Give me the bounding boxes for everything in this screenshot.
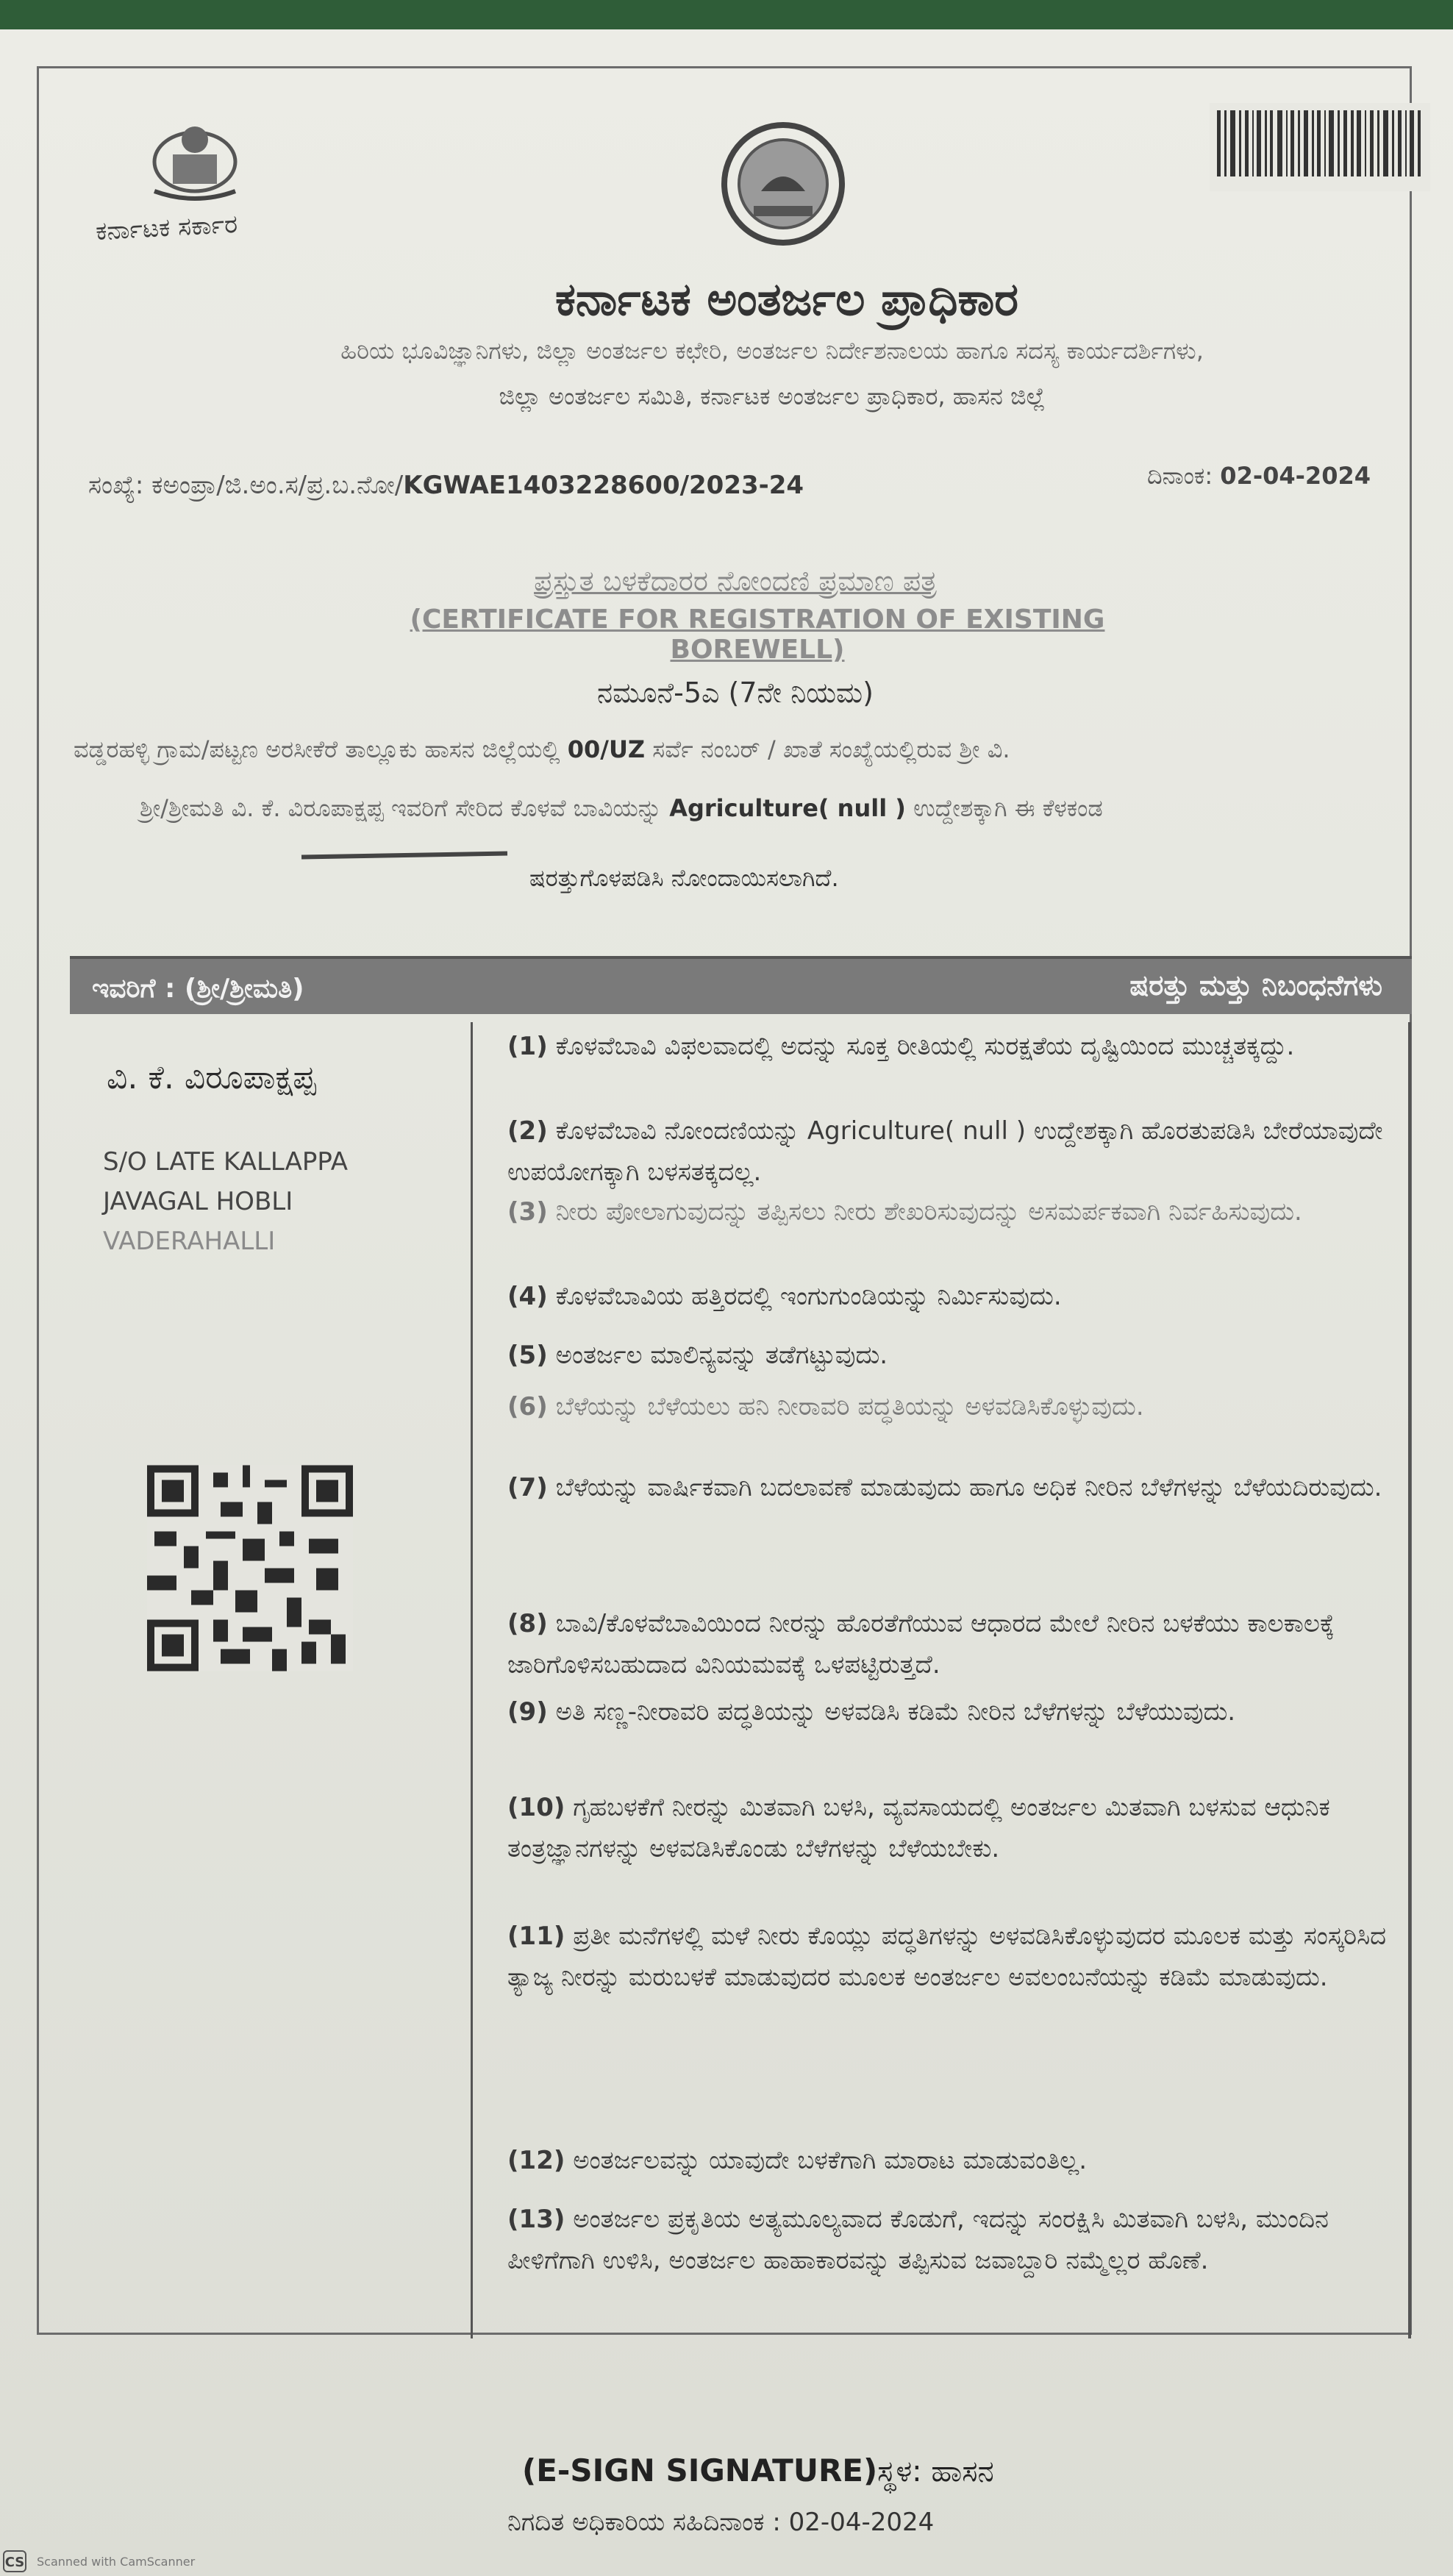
certificate-title-kannada: ಪ್ರಸ್ತುತ ಬಳಕೆದಾರರ ನೋಂದಣಿ ಪ್ರಮಾಣ ಪತ್ರ (534, 565, 937, 597)
intro-line-1-part-c: ಸರ್ವೆ ನಂಬರ್ / ಖಾತೆ ಸಂಖ್ಯೆಯಲ್ಲಿರುವ ಶ್ರೀ ವಿ. (652, 735, 1010, 763)
condition-number: (13) (507, 2205, 565, 2234)
condition-item (507, 1916, 1390, 1998)
certificate-title-english: (CERTIFICATE FOR REGISTRATION OF EXISTING BOREWELL) (410, 604, 1105, 665)
intro-line-3: ಷರತ್ತುಗೊಳಪಡಿಸಿ ನೋಂದಾಯಿಸಲಾಗಿದೆ. (529, 864, 839, 892)
condition-number: (3) (507, 1197, 548, 1227)
condition-number: (12) (507, 2146, 565, 2175)
address-line-1: S/O LATE KALLAPPA (103, 1147, 348, 1177)
authority-title: ಕರ್ನಾಟಕ ಅಂತರ್ಜಲ ಪ್ರಾಧಿಕಾರ (554, 272, 1019, 326)
recipient-header: ಇವರಿಗೆ : (ಶ್ರೀ/ಶ್ರೀಮತಿ) (92, 974, 304, 1004)
issue-date (1147, 462, 1371, 490)
place-label: ಸ್ಥಳ: ಹಾಸನ (877, 2455, 994, 2488)
state-emblem-icon (132, 110, 257, 213)
recipient-name: ವಿ. ಕೆ. ವಿರೂಪಾಕ್ಷಪ್ಪ (107, 1059, 316, 1096)
condition-text: ಕೊಳವೆಬಾವಿ ವಿಫಲವಾದಲ್ಲಿ ಅದನ್ನು ಸೂಕ್ತ ರೀತಿಯಲ್ಲಿ ಸುರಕ್ಷತೆಯ ದೃಷ್ಟಿಯಿಂದ ಮುಚ್ಚತಕ್ಕದ್ದು. (555, 1032, 1295, 1061)
condition-text: ನೀರು ಪೋಲಾಗುವುದನ್ನು ತಪ್ಪಿಸಲು ನೀರು ಶೇಖರಿಸುವುದನ್ನು ಅಸಮರ್ಪಕವಾಗಿ ನಿರ್ವಹಿಸುವುದು. (555, 1197, 1302, 1227)
condition-number: (9) (507, 1697, 548, 1727)
condition-item (507, 1110, 1390, 1193)
authority-logo-icon (717, 118, 849, 250)
condition-number: (1) (507, 1032, 548, 1061)
intro-line-2-part-c: ಉದ್ದೇಶಕ್ಕಾಗಿ ಈ ಕೆಳಕಂಡ (913, 794, 1103, 822)
issue-date-label: ದಿನಾಂಕ: (1147, 462, 1213, 490)
address-line-2: JAVAGAL HOBLI (103, 1187, 293, 1216)
condition-text: ಬೆಳೆಯನ್ನು ಬೆಳೆಯಲು ಹನಿ ನೀರಾವರಿ ಪದ್ಧತಿಯನ್ನು ಅಳವಡಿಸಿಕೊಳ್ಳುವುದು. (555, 1392, 1144, 1421)
condition-item (507, 1787, 1390, 1869)
esign-label: (E-SIGN SIGNATURE) (522, 2452, 878, 2488)
signature-date-label: ನಿಗದಿತ ಅಧಿಕಾರಿಯ ಸಹಿದಿನಾಂಕ : (507, 2508, 781, 2537)
condition-text: ಪ್ರತೀ ಮನೆಗಳಲ್ಲಿ ಮಳೆ ನೀರು ಕೊಯ್ಲು ಪದ್ಧತಿಗಳನ್ನು ಅಳವಡಿಸಿಕೊಳ್ಳುವುದರ ಮೂಲಕ ಮತ್ತು ಸಂಸ್ಕರಿಸಿದ ತ್ಯಾಜ್ಯ ನೀರನ್ನು ಮರುಬಳಕೆ ಮಾಡುವುದರ ಮೂಲಕ ಅಂತರ್ಜಲ ಅವಲಂಬನೆಯನ್ನು ಕಡಿಮೆ ಮಾಡುವುದು. (507, 1922, 1387, 1992)
office-subtitle-line2: ಜಿಲ್ಲಾ ಅಂತರ್ಜಲ ಸಮಿತಿ, ಕರ್ನಾಟಕ ಅಂತರ್ಜಲ ಪ್ರಾಧಿಕಾರ, ಹಾಸನ ಜಿಲ್ಲೆ (499, 382, 1046, 410)
condition-item (507, 1276, 1390, 1317)
condition-number: (8) (507, 1609, 548, 1638)
condition-text: ಅಂತರ್ಜಲ ಪ್ರಕೃತಿಯ ಅತ್ಯಮೂಲ್ಯವಾದ ಕೊಡುಗೆ, ಇದನ್ನು ಸಂರಕ್ಷಿಸಿ ಮಿತವಾಗಿ ಬಳಸಿ, ಮುಂದಿನ ಪೀಳಿಗೆಗಾಗಿ ಉಳಿಸಿ, ಅಂತರ್ಜಲ ಹಾಹಾಕಾರವನ್ನು ತಪ್ಪಿಸುವ ಜವಾಬ್ದಾರಿ ನಮ್ಮೆಲ್ಲರ ಹೊಣೆ. (507, 2205, 1329, 2275)
usage-purpose: Agriculture( null ) (669, 794, 906, 822)
reference-number (88, 471, 804, 500)
survey-number: 00/UZ (567, 735, 646, 763)
qr-code-icon (147, 1463, 353, 1673)
condition-item (507, 1691, 1390, 1733)
camscanner-logo-icon: CS (3, 2550, 26, 2572)
office-subtitle-line1: ಹಿರಿಯ ಭೂವಿಜ್ಞಾನಿಗಳು, ಜಿಲ್ಲಾ ಅಂತರ್ಜಲ ಕಛೇರಿ, ಅಂತರ್ಜಲ ನಿರ್ದೇಶನಾಲಯ ಹಾಗೂ ಸದಸ್ಯ ಕಾರ್ಯದರ್ಶಿಗಳು, (340, 337, 1204, 365)
condition-number: (7) (507, 1473, 548, 1502)
condition-text: ಅತಿ ಸಣ್ಣ-ನೀರಾವರಿ ಪದ್ಧತಿಯನ್ನು ಅಳವಡಿಸಿ ಕಡಿಮೆ ನೀರಿನ ಬೆಳೆಗಳನ್ನು ಬೆಳೆಯುವುದು. (555, 1697, 1236, 1727)
condition-number: (10) (507, 1793, 565, 1822)
reference-label: ಸಂಖ್ಯೆ: ಕಅಂಪ್ರಾ/ಜಿ.ಅಂ.ಸ/ಪ್ರ.ಬ.ನೋ/ (88, 471, 404, 500)
signature-date-value: 02-04-2024 (788, 2508, 935, 2537)
issue-date-value: 02-04-2024 (1220, 462, 1371, 490)
government-label: ಕರ್ನಾಟಕ ಸರ್ಕಾರ (95, 209, 239, 247)
signature-block (522, 2452, 994, 2488)
condition-text: ಅಂತರ್ಜಲವನ್ನು ಯಾವುದೇ ಬಳಕೆಗಾಗಿ ಮಾರಾಟ ಮಾಡುವಂತಿಲ್ಲ. (573, 2146, 1088, 2175)
condition-text: ಕೊಳವೆಬಾವಿಯ ಹತ್ತಿರದಲ್ಲಿ ಇಂಗುಗುಂಡಿಯನ್ನು ನಿರ್ಮಿಸುವುದು. (555, 1282, 1062, 1311)
reference-value: KGWAE1403228600/2023-24 (403, 471, 804, 500)
intro-line-2 (140, 794, 1103, 823)
condition-text: ಗೃಹಬಳಕೆಗೆ ನೀರನ್ನು ಮಿತವಾಗಿ ಬಳಸಿ, ವ್ಯವಸಾಯದಲ್ಲಿ ಅಂತರ್ಜಲ ಮಿತವಾಗಿ ಬಳಸುವ ಆಧುನಿಕ ತಂತ್ರಜ್ಞಾನಗಳನ್ನು ಅಳವಡಿಸಿಕೊಂಡು ಬೆಳೆಗಳನ್ನು ಬೆಳೆಯಬೇಕು. (507, 1793, 1330, 1863)
condition-item (507, 2199, 1390, 2281)
barcode-icon (1210, 103, 1430, 191)
condition-number: (2) (507, 1116, 548, 1146)
condition-item (507, 2140, 1390, 2181)
condition-number: (11) (507, 1922, 565, 1951)
condition-text: ಬಾವಿ/ಕೊಳವೆಬಾವಿಯಿಂದ ನೀರನ್ನು ಹೊರತೆಗೆಯುವ ಆಧಾರದ ಮೇಲೆ ನೀರಿನ ಬಳಕೆಯು ಕಾಲಕಾಲಕ್ಕೆ ಜಾರಿಗೊಳಿಸಬಹುದಾದ ವಿನಿಯಮವಕ್ಕೆ ಒಳಪಟ್ಟಿರುತ್ತದೆ. (507, 1609, 1335, 1680)
intro-line-2-part-a: ಶ್ರೀ/ಶ್ರೀಮತಿ ವಿ. ಕೆ. ವಿರೂಪಾಕ್ಷಪ್ಪ ಇವರಿಗೆ ಸೇರಿದ ಕೊಳವೆ ಬಾವಿಯನ್ನು (140, 794, 663, 822)
recipient-column (74, 1022, 473, 2338)
condition-text: ಅಂತರ್ಜಲ ಮಾಲಿನ್ಯವನ್ನು ತಡೆಗಟ್ಟುವುದು. (555, 1341, 888, 1370)
condition-item (507, 1191, 1390, 1232)
intro-line-1-part-a: ವಡ್ಡರಹಳ್ಳಿ ಗ್ರಾಮ/ಪಟ್ಟಣ ಅರಸೀಕೆರೆ ತಾಲ್ಲೂಕು ಹಾಸನ ಜಿಲ್ಲೆಯಲ್ಲಿ (74, 735, 560, 763)
scanner-watermark: Scanned with CamScanner (37, 2555, 196, 2569)
condition-item (507, 1467, 1390, 1508)
form-number: ನಮೂನೆ-5ಎ (7ನೇ ನಿಯಮ) (597, 677, 874, 709)
condition-number: (6) (507, 1392, 548, 1421)
condition-number: (5) (507, 1341, 548, 1370)
condition-item (507, 1386, 1390, 1427)
condition-item (507, 1026, 1390, 1067)
signature-date (507, 2508, 934, 2537)
conditions-header: ಷರತ್ತು ಮತ್ತು ನಿಬಂಧನೆಗಳು (1129, 969, 1382, 1002)
condition-item (507, 1603, 1390, 1685)
section-header-band (70, 956, 1412, 1014)
condition-number: (4) (507, 1282, 548, 1311)
address-line-3: VADERAHALLI (103, 1227, 276, 1256)
intro-line-1 (74, 735, 1010, 764)
condition-item (507, 1335, 1390, 1376)
condition-text: ಬೆಳೆಯನ್ನು ವಾರ್ಷಿಕವಾಗಿ ಬದಲಾವಣೆ ಮಾಡುವುದು ಹಾಗೂ ಅಧಿಕ ನೀರಿನ ಬೆಳೆಗಳನ್ನು ಬೆಳೆಯದಿರುವುದು. (555, 1473, 1382, 1502)
condition-text: ಕೊಳವೆಬಾವಿ ನೋಂದಣಿಯನ್ನು Agriculture( null ) ಉದ್ದೇಶಕ್ಕಾಗಿ ಹೊರತುಪಡಿಸಿ ಬೇರೆಯಾವುದೇ ಉಪಯೋಗಕ್ಕಾಗಿ ಬಳಸತಕ್ಕದಲ್ಲ. (507, 1116, 1383, 1187)
